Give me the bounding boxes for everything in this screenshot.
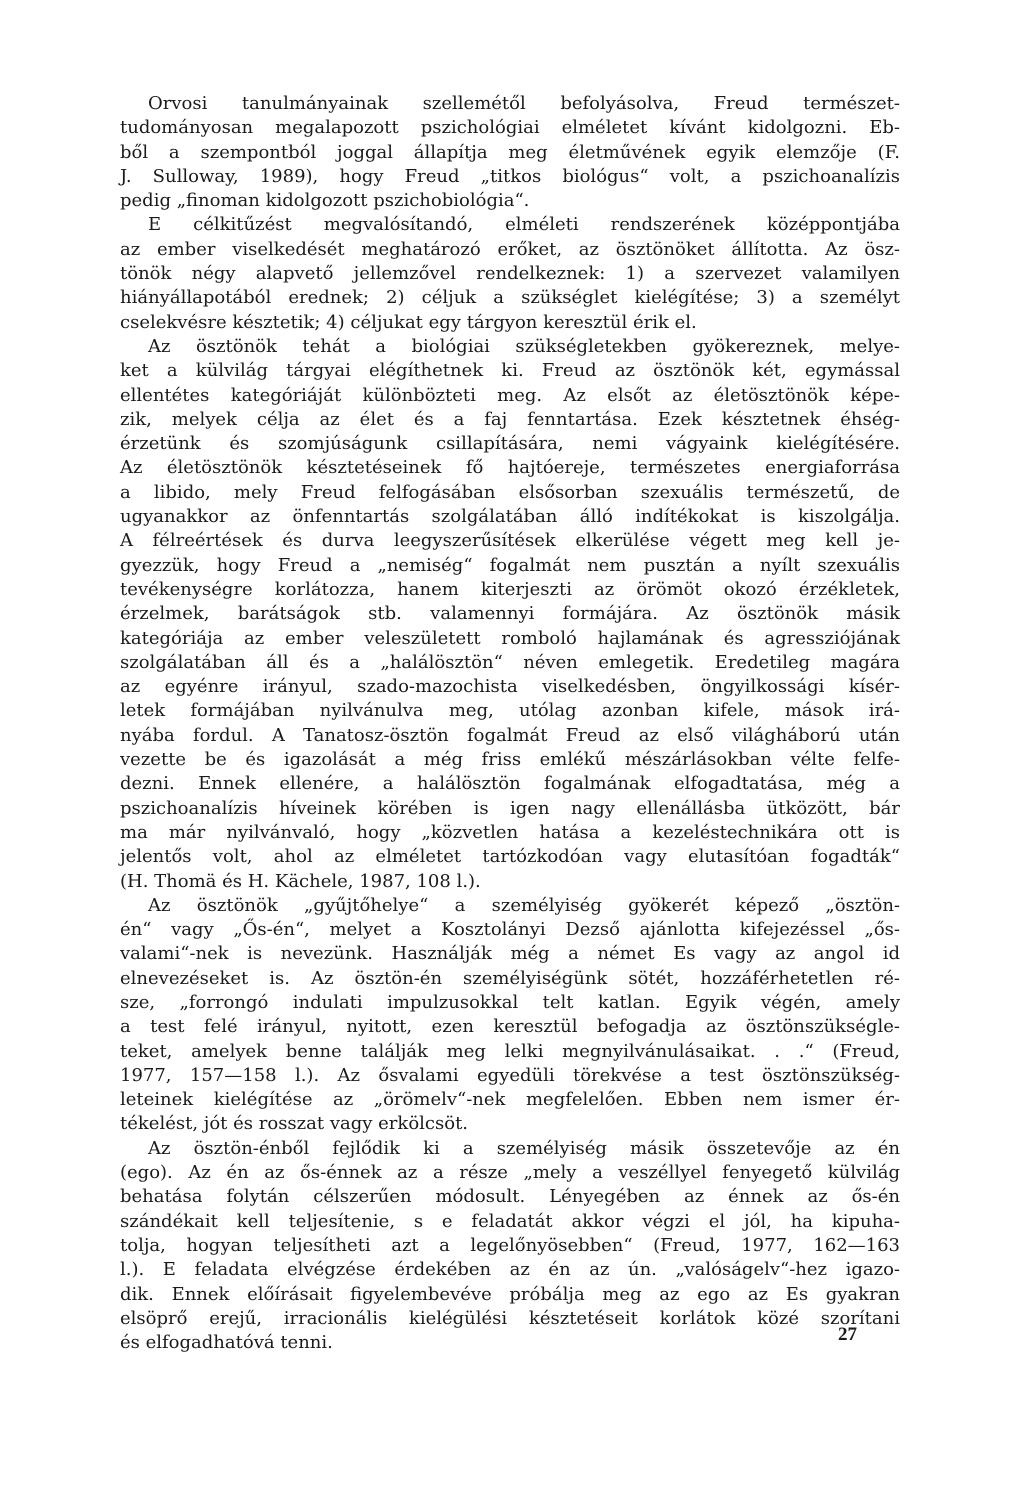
text-line: pszichoanalízis híveinek körében is igen nagy ellenállásba ütközött, bár (120, 797, 900, 819)
text-line: dezni. Ennek ellenére, a halálösztön fogalmának elfogadtatása, még a (120, 773, 900, 795)
text-line: elsöprő erejű, irracionális kielégülési késztetéseit korlátok közé szorítani (120, 1307, 900, 1329)
text-line: Az ösztönök „gyűjtőhelye“ a személyiség gyökerét képező „ösztön- (148, 894, 900, 916)
text-line: Az ösztön-énből fejlődik ki a személyiség másik összetevője az én (148, 1137, 900, 1159)
text-line: (ego). Az én az ős-énnek az a része „mely a veszéllyel fenyegető külvilág (120, 1162, 900, 1184)
text-line: ket a külvilág tárgyai elégíthetnek ki. Freud az ösztönök két, egymással (120, 360, 900, 382)
text-line: a libido, mely Freud felfogásában elsősorban szexuális természetű, de (120, 481, 900, 503)
text-line: szolgálatában áll és a „halálösztön“ néven emlegetik. Eredetileg magára (120, 651, 900, 673)
text-line: teket, amelyek benne találják meg lelki megnyilvánulásaikat. . .“ (Freud, (120, 1040, 900, 1062)
text-line: az egyénre irányul, szado-mazochista viselkedésben, öngyilkossági kísér- (120, 676, 900, 698)
page-number: 27 (838, 1324, 857, 1345)
text-line: dik. Ennek előírásait figyelembevéve próbálja meg az ego az Es gyakran (120, 1283, 900, 1305)
text-line: hiányállapotából erednek; 2) céljuk a szükséglet kielégítése; 3) a személyt (120, 287, 900, 309)
text-line: J. Sulloway, 1989), hogy Freud „titkos biológus“ volt, a pszichoanalízis (120, 165, 900, 187)
text-line: gyezzük, hogy Freud a „nemiség“ fogalmát nem pusztán a nyílt szexuális (120, 554, 900, 576)
text-line: kategóriája az ember veleszületett romboló hajlamának és agressziójának (120, 627, 900, 649)
text-line: A félreértések és durva leegyszerűsítések elkerülése végett meg kell je- (120, 530, 900, 552)
text-line: ugyanakkor az önfenntartás szolgálatában álló indítékokat is kiszolgálja. (120, 506, 900, 528)
text-line: tevékenységre korlátozza, hanem kiterjeszti az örömöt okozó érzékletek, (120, 578, 900, 600)
text-line: én“ vagy „Ős-én“, melyet a Kosztolányi Dezső ajánlotta kifejezéssel „ős- (120, 919, 900, 941)
text-line: (H. Thomä és H. Kächele, 1987, 108 l.). (120, 870, 481, 892)
text-line: l.). E feladata elvégzése érdekében az én az ún. „valóságelv“-hez igazo- (120, 1259, 900, 1281)
text-line: E célkitűzést megvalósítandó, elméleti rendszerének középpontjába (148, 214, 900, 236)
text-line: érzetünk és szomjúságunk csillapítására, nemi vágyaink kielégítésére. (120, 433, 900, 455)
text-line: a test felé irányul, nyitott, ezen keresztül befogadja az ösztönszükségle- (120, 1016, 900, 1038)
text-line: ellentétes kategóriáját különbözteti meg. Az elsőt az életösztönök képe- (120, 384, 900, 406)
text-line: az ember viselkedését meghatározó erőket, az ösztönöket állította. Az ösz- (120, 238, 900, 260)
text-line: valami“-nek is nevezünk. Használják még a német Es vagy az angol id (120, 943, 900, 965)
text-line: zik, melyek célja az élet és a faj fenntartása. Ezek késztetnek éhség- (120, 408, 900, 430)
text-line: ből a szempontból joggal állapítja meg életművének egyik elemzője (F. (120, 141, 900, 163)
text-line: leteinek kielégítése az „örömelv“-nek megfelelően. Ebben nem ismer ér- (120, 1089, 900, 1111)
text-line: 1977, 157—158 l.). Az ősvalami egyedüli törekvése a test ösztönszükség- (120, 1064, 900, 1086)
text-line: pedig „finoman kidolgozott pszichobiológia“. (120, 190, 530, 212)
text-line: tönök négy alapvető jellemzővel rendelkeznek: 1) a szervezet valamilyen (120, 263, 900, 285)
text-line: letek formájában nyilvánulva meg, utólag azonban kifele, mások irá- (120, 700, 900, 722)
text-line: elnevezéseket is. Az ösztön-én személyiségünk sötét, hozzáférhetetlen ré- (120, 967, 900, 989)
text-line: Az életösztönök késztetéseinek fő hajtóereje, természetes energiaforrása (120, 457, 900, 479)
text-line: és elfogadhatóvá tenni. (120, 1332, 333, 1354)
page-body (120, 92, 900, 1355)
text-line: Az ösztönök tehát a biológiai szükségletekben gyökereznek, melye- (148, 335, 900, 357)
text-line: szándékait kell teljesítenie, s e feladatát akkor végzi el jól, ha kipuha- (120, 1210, 900, 1232)
text-line: érzelmek, barátságok stb. valamennyi formájára. Az ösztönök másik (120, 603, 900, 625)
text-line: tékelést, jót és rosszat vagy erkölcsöt. (120, 1113, 469, 1135)
text-line: vezette be és igazolását a még friss emlékű mészárlásokban vélte felfe- (120, 749, 900, 771)
text-line: Orvosi tanulmányainak szellemétől befolyásolva, Freud természet- (148, 93, 900, 114)
text-line: nyába fordul. A Tanatosz-ösztön fogalmát Freud az első világháború után (120, 724, 900, 746)
text-line: tolja, hogyan teljesítheti azt a legelőnyösebben“ (Freud, 1977, 162—163 (120, 1234, 900, 1256)
text-line: behatása folytán célszerűen módosult. Lényegében az énnek az ős-én (120, 1186, 900, 1208)
text-line: tudományosan megalapozott pszichológiai elméletet kívánt kidolgozni. Eb- (120, 117, 900, 139)
text-line: jelentős volt, ahol az elméletet tartózkodóan vagy elutasítóan fogadták“ (120, 846, 900, 868)
text-line: cselekvésre késztetik; 4) céljukat egy tárgyon keresztül érik el. (120, 311, 697, 333)
text-line: sze, „forrongó indulati impulzusokkal telt katlan. Egyik végén, amely (120, 991, 900, 1013)
text-line: ma már nyilvánvaló, hogy „közvetlen hatása a kezeléstechnikára ott is (120, 821, 900, 843)
